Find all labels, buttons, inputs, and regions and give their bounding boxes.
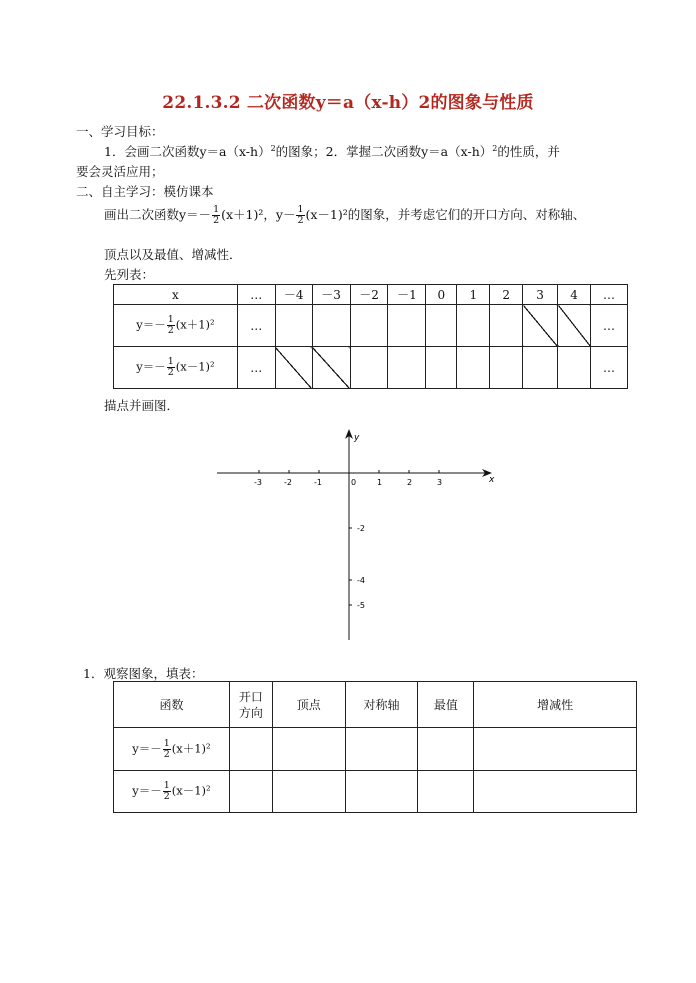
x-col: －3: [312, 285, 350, 305]
header-axis-of-symmetry: 对称轴: [345, 682, 418, 728]
property-table: [113, 681, 637, 813]
x-col: 3: [523, 285, 558, 305]
answer-cell[interactable]: [229, 728, 272, 771]
x-col: 1: [457, 285, 490, 305]
section2-task-line2: 顶点以及最值、增减性．: [104, 247, 242, 262]
answer-cell[interactable]: [272, 728, 345, 771]
section2-heading: 二、自主学习：模仿课本: [76, 184, 214, 199]
x-col: …: [237, 285, 275, 305]
func2-cell: y＝－ $\frac{1}{2}$ (x－1)²: [114, 347, 238, 389]
origin-label: 0: [351, 478, 357, 487]
y-tick-label: -2: [357, 524, 365, 533]
func1-cell: y＝－ $\frac{1}{2}$ (x＋1)²: [114, 728, 230, 771]
x-col: 2: [490, 285, 523, 305]
answer-cell[interactable]: [418, 728, 474, 771]
task-func1-tail: (x＋1)²，y－: [221, 207, 296, 222]
answer-cell[interactable]: [345, 771, 418, 813]
header-opening-direction: 开口 方向: [229, 682, 272, 728]
header-monotonicity: 增减性: [474, 682, 637, 728]
x-tick-label: 3: [437, 478, 443, 487]
dots-cell: …: [237, 305, 275, 347]
property-table-row-func1: [114, 728, 637, 771]
x-col: 4: [558, 285, 591, 305]
answer-cell[interactable]: [474, 728, 637, 771]
header-extreme-value: 最值: [418, 682, 474, 728]
dots-cell: …: [237, 347, 275, 389]
task-prefix: 画出二次函数y＝－: [104, 207, 212, 222]
header-function: 函数: [114, 682, 230, 728]
dots-cell: …: [590, 347, 627, 389]
x-axis-label: x: [489, 475, 495, 485]
answer-cell[interactable]: [474, 771, 637, 813]
x-tick-label: -3: [254, 478, 262, 487]
objective-sup-b: 2: [492, 143, 498, 153]
objective-text-a: 1．会画二次函数y＝a（x-h）: [104, 144, 271, 159]
header-x: x: [114, 285, 238, 305]
question1-label: 1．观察图象，填表：: [83, 666, 204, 681]
answer-cell[interactable]: [345, 728, 418, 771]
y-tick-label: -5: [357, 601, 365, 610]
x-col: －2: [350, 285, 388, 305]
x-col: 0: [426, 285, 457, 305]
x-tick-label: 1: [377, 478, 383, 487]
y-axis-label: y: [354, 433, 360, 443]
answer-cell[interactable]: [418, 771, 474, 813]
list-label: 先列表：: [104, 267, 155, 282]
header-vertex: 顶点: [272, 682, 345, 728]
property-table-header-row: [114, 682, 637, 728]
x-col: －4: [275, 285, 312, 305]
dots-cell: …: [590, 305, 627, 347]
y-tick-label: -4: [357, 576, 365, 585]
objective-text-b: 的图象；2．掌握二次函数y＝a（x-h）: [275, 144, 493, 159]
property-table-row-func2: [114, 771, 637, 813]
objective-sup-a: 2: [270, 143, 276, 153]
x-col: －1: [388, 285, 426, 305]
x-tick-label: 2: [407, 478, 413, 487]
task-func2-tail: (x－1)²的图象，并考虑它们的开口方向、对称轴、: [305, 207, 586, 222]
objective-text-c: 的性质，并: [497, 144, 560, 159]
section1-heading: 一、学习目标：: [76, 124, 164, 139]
plot-label: 描点并画图．: [104, 398, 180, 413]
fraction-half: $\frac{1}{2}$: [297, 204, 304, 226]
x-col: …: [590, 285, 627, 305]
answer-cell[interactable]: [229, 771, 272, 813]
x-tick-label: -2: [284, 478, 292, 487]
answer-cell[interactable]: [272, 771, 345, 813]
section1-objective-line2: 要会灵活应用；: [76, 164, 164, 179]
func1-cell: y＝－ $\frac{1}{2}$ (x＋1)²: [114, 305, 238, 347]
fraction-half: $\frac{1}{2}$: [213, 204, 220, 226]
x-tick-label: -1: [314, 478, 322, 487]
page-title: 22.1.3.2 二次函数y＝a（x-h）2的图象与性质: [162, 93, 534, 113]
func2-cell: y＝－ $\frac{1}{2}$ (x－1)²: [114, 771, 230, 813]
